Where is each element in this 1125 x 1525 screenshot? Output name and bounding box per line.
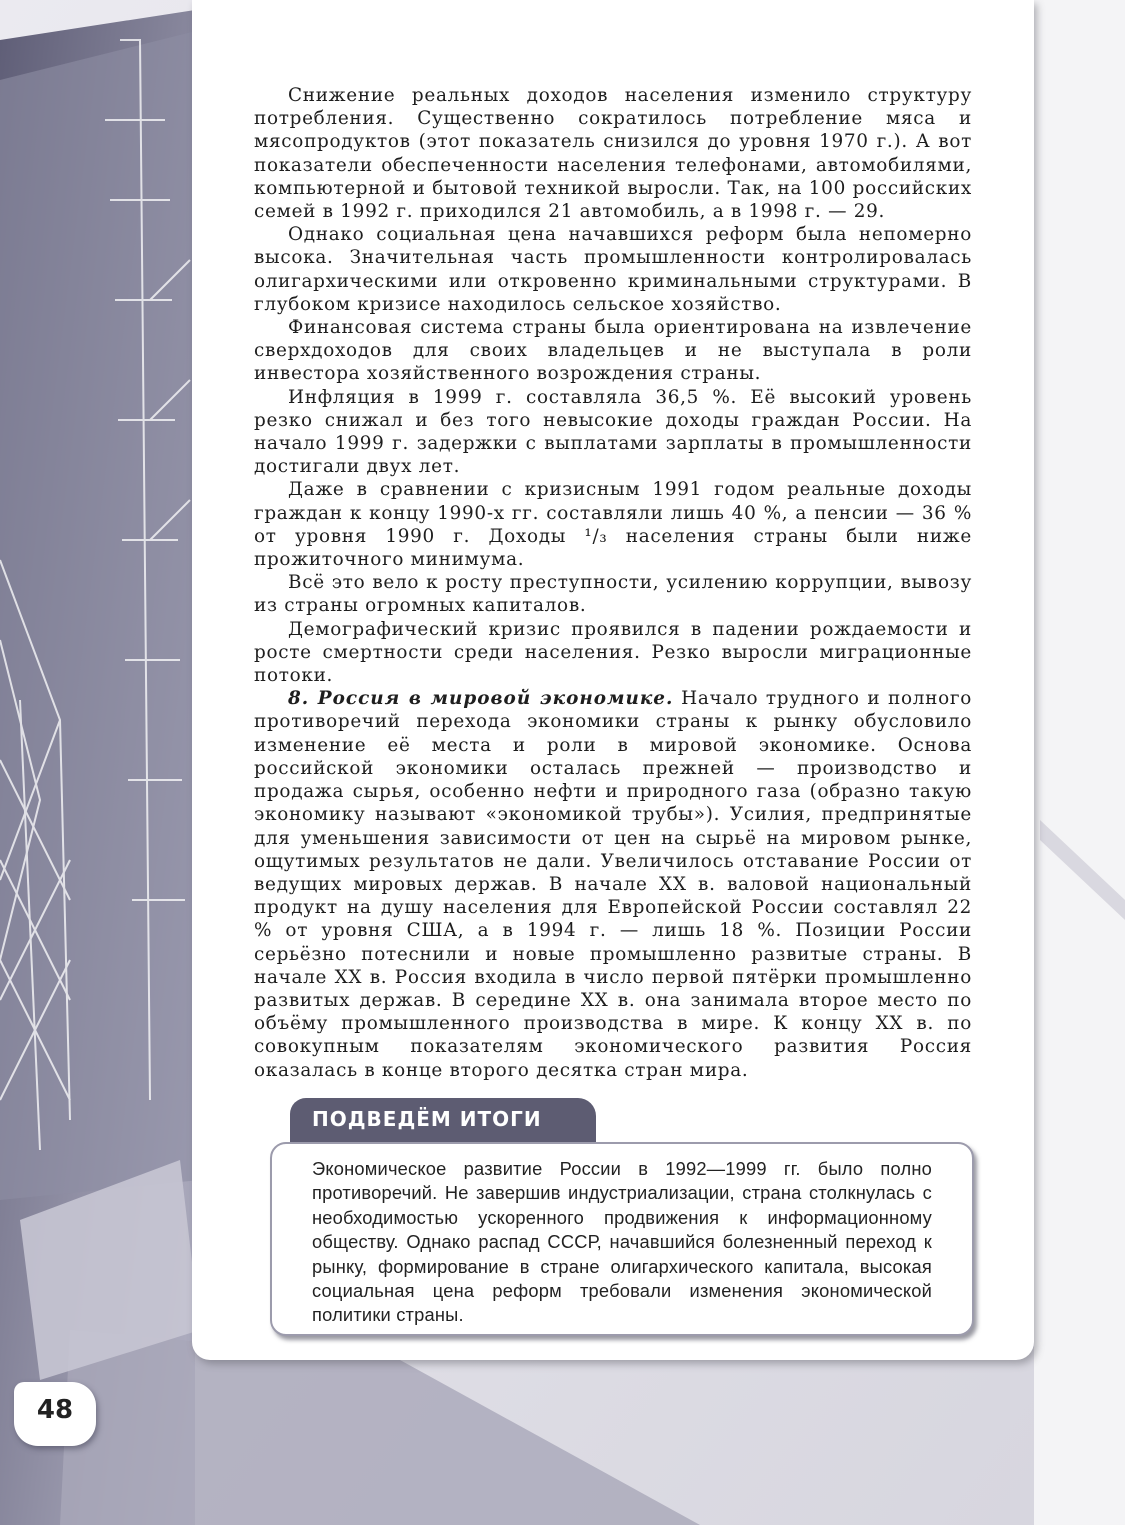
section-text: Начало трудного и полного противоречий перехода экономики страны к рынку обусловило изменение её места и роли в мировой экономике. Основа российской экономики осталась прежней — производство и продажа сырья, особенно нефти и природного газа (образно такую экономику называют «экономикой трубы»). Усилия, предпринятые для уменьшения зависимости от цен на сырьё на мировом рынке, ощутимых результатов не дали. Увеличилось отставание России от ведущих мировых держав. В начале XX в. валовой национальный продукт на душу населения для Европейской России составлял 22 % от уровня США, а в 1994 г. — лишь 18 %. Позиции России серьёзно потеснили и новые промышленно развитые страны. В начале XX в. Россия входила в число первой пятёрки промышленно развитых держав. В середине XX в. она занимала второе место по объёму промышленного производства в мире. К концу XX в. по совокупным показателям экономического развития Россия оказалась в конце второго десятка стран мира. — [254, 688, 972, 1081]
summary-text — [312, 1157, 932, 1328]
paragraph: Инфляция в 1999 г. составляла 36,5 %. Её высокий уровень резко снижал и без того невысокие доходы граждан России. На начало 1999 г. задержки с выплатами зарплаты в промышленности достигали двух лет. — [254, 386, 972, 478]
main-text — [254, 84, 972, 1082]
paragraph: Даже в сравнении с кризисным 1991 годом реальные доходы граждан к концу 1990-х гг. составляли лишь 40 %, а пенсии — 36 % от уровня 1990 г. Доходы ¹/₃ населения страны были ниже прожиточного минимума. — [254, 479, 972, 571]
paragraph: Демографический кризис проявился в падении рождаемости и росте смертности среди населения. Резко выросли миграционные потоки. — [254, 618, 972, 687]
section-paragraph — [254, 687, 972, 1081]
section-title: 8. Россия в мировой экономике. — [288, 688, 674, 710]
paragraph: Всё это вело к росту преступности, усилению коррупции, вывозу из страны огромных капиталов. — [254, 572, 972, 617]
summary-paragraph: Экономическое развитие России в 1992—1999 гг. было полно противоречий. Не завершив индустриализации, страна столкнулась с необходимостью ускоренного продвижения к информационному обществу. Однако распад СССР, начавшийся болезненный переход к рынку, формирование в стране олигархического капитала, высокая социальная цена реформ требовали изменения экономической политики страны. — [312, 1158, 932, 1326]
paragraph: Снижение реальных доходов населения изменило структуру потребления. Существенно сократилось потребление мяса и мясопродуктов (этот показатель снизился до уровня 1970 г.). А вот показатели обеспеченности населения телефонами, автомобилями, компьютерной и бытовой техникой выросли. Так, на 100 российских семей в 1992 г. приходился 21 автомобиль, а в 1998 г. — 29. — [254, 85, 972, 223]
page-number: 48 — [36, 1395, 74, 1425]
paragraph: Финансовая система страны была ориентирована на извлечение сверхдоходов для своих владельцев и не выступала в роли инвестора хозяйственного возрождения страны. — [254, 317, 972, 385]
paragraph: Однако социальная цена начавшихся реформ была непомерно высока. Значительная часть промышленности контролировалась олигархическими или откровенно криминальными структурами. В глубоком кризисе находилось сельское хозяйство. — [254, 224, 972, 315]
summary-title: ПОДВЕДЁМ ИТОГИ — [312, 1107, 542, 1131]
